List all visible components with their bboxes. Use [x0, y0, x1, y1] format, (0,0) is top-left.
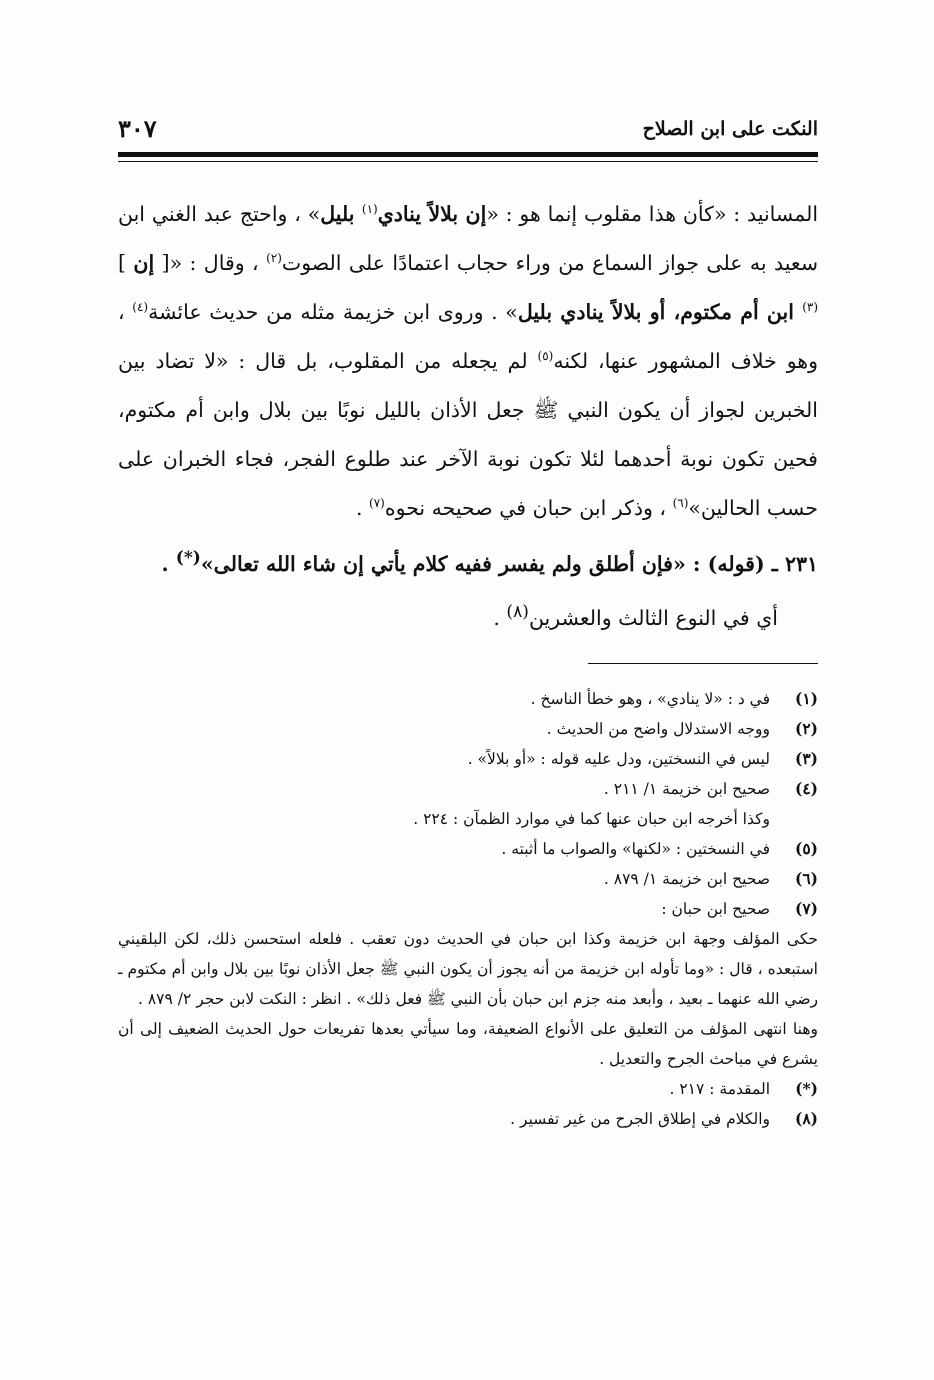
footnote-number: (٣) [794, 749, 818, 768]
footnote-5 [118, 834, 818, 864]
footnote-number: (٨) [794, 1109, 818, 1128]
text-run: » ، واحتج عبد الغني ابن سعيد به على جواز السماع من وراء حجاب اعتمادًا على الصوت [118, 202, 818, 275]
header-rule-thick [118, 152, 818, 157]
footnote-ref: (١) [361, 202, 378, 217]
section-heading [118, 548, 818, 576]
text-run: » . وروى ابن خزيمة مثله من حديث عائشة [148, 300, 518, 324]
footnote-number: (٤) [794, 779, 818, 798]
footnote-text: صحيح ابن حبان : [661, 900, 770, 918]
footnote-ref: (٨) [506, 602, 529, 622]
footnote-4 [118, 774, 818, 804]
page-number: ٣٠٧ [118, 114, 157, 143]
text-run: . [493, 605, 507, 630]
main-paragraph [118, 190, 818, 533]
footnote-ref: (٦) [672, 496, 689, 511]
footnotes [118, 684, 818, 1134]
footnote-text: ليس في النسختين، ودل عليه قوله : «أو بلالاً» . [467, 750, 770, 768]
text-run: ، وهو خلاف المشهور عنها، لكنه [118, 300, 818, 373]
footnote-ref: (٣) [802, 300, 819, 315]
footnote-text: المقدمة : ٢١٧ . [669, 1080, 770, 1098]
page-header [118, 112, 818, 152]
footnote-number: (٦) [794, 869, 818, 888]
bold-quote: ابن أم مكتوم، أو بلالاً ينادي بليل [517, 300, 803, 324]
bold-quote: إن بلالاً ينادي [377, 202, 487, 226]
footnote-text: في النسختين : «لكنها» والصواب ما أثبته . [501, 840, 770, 858]
text-run: ] [118, 251, 134, 275]
text-run: لم يجعله من المقلوب، بل قال : «لا تضاد بين الخبرين لجواز أن يكون النبي ﷺ جعل الأذان بالليل نوبًا بين بلال وابن أم مكتوم، فحين تكون نوبة أحدهما لئلا تكون نوبة الآخر عند طلوع الفجر، فجاء الخبران على حسب الحالين» [118, 349, 818, 520]
footnote-8 [118, 1104, 818, 1134]
comment-text: أي في النوع الثالث والعشرين [528, 605, 778, 630]
footnote-text: في د : «لا ينادي» ، وهو خطأ الناسخ . [530, 690, 770, 708]
text-run: . [355, 496, 370, 520]
footnote-star [118, 1074, 818, 1104]
footnote-number: (٢) [794, 719, 818, 738]
text-run: ، وقال : «[ [154, 251, 267, 275]
footnote-ref: (٥) [537, 349, 554, 364]
bold-quote: بليل [320, 202, 362, 226]
text-run: ، وذكر ابن حبان في صحيحه نحوه [384, 496, 673, 520]
footnote-7-discussion: حكى المؤلف وجهة ابن خزيمة وكذا ابن حبان في الحديث دون تعقب . فلعله استحسن ذلك، لكن البلقيني استبعده ، قال : «وما تأوله ابن خزيمة من أنه يجوز أن يكون النبي ﷺ جعل الأذان نوبًا بين بلال وابن أم مكتوم ـ رضي الله عنهما ـ بعيد ، وأبعد منه جزم ابن حبان بأن النبي ﷺ فعل ذلك» . انظر : النكت لابن حجر ٢/ ٨٧٩ . [118, 930, 818, 1008]
main-text [118, 190, 818, 533]
heading-comment [118, 602, 778, 630]
footnote-7-closing: وهنا انتهى المؤلف من التعليق على الأنواع الضعيفة، وما سيأتي بعدها تفريعات حول الحديث الضعيف إلى أن يشرع في مباحث الجرح والتعديل . [118, 1020, 818, 1068]
footnote-number: (١) [794, 689, 818, 708]
footnote-1 [118, 684, 818, 714]
footnote-3 [118, 744, 818, 774]
footnote-7 [118, 894, 818, 924]
heading-text: ٢٣١ ـ (قوله) : «فإن أطلق ولم يفسر ففيه كلام يأتي إن شاء الله تعالى» [200, 551, 818, 576]
footnote-ref: (٧) [369, 496, 385, 511]
footnote-text: صحيح ابن خزيمة ١/ ٨٧٩ . [603, 870, 770, 888]
footnote-2 [118, 714, 818, 744]
footnote-separator [588, 663, 818, 664]
text-run: المسانيد : «كأن هذا مقلوب إنما هو : « [486, 202, 819, 226]
footnote-text: صحيح ابن خزيمة ١/ ٢١١ . [603, 780, 770, 798]
footnote-number: (*) [795, 1079, 818, 1098]
footnote-4-continuation: وكذا أخرجه ابن حبان عنها كما في موارد الظمآن : ٢٢٤ . [413, 810, 770, 828]
footnote-text: والكلام في إطلاق الجرح من غير تفسير . [510, 1110, 770, 1128]
footnote-ref: (٤) [132, 300, 149, 315]
header-rule-thin [118, 161, 818, 162]
footnote-6 [118, 864, 818, 894]
text-run: . [161, 551, 176, 576]
footnote-ref: (*) [175, 548, 201, 568]
footnote-text: ووجه الاستدلال واضح من الحديث . [546, 720, 770, 738]
footnote-number: (٧) [794, 899, 818, 918]
footnote-ref: (٢) [266, 251, 282, 266]
running-title: النكت على ابن الصلاح [642, 118, 818, 140]
footnote-number: (٥) [794, 839, 818, 858]
bold-quote: إن [133, 251, 155, 275]
